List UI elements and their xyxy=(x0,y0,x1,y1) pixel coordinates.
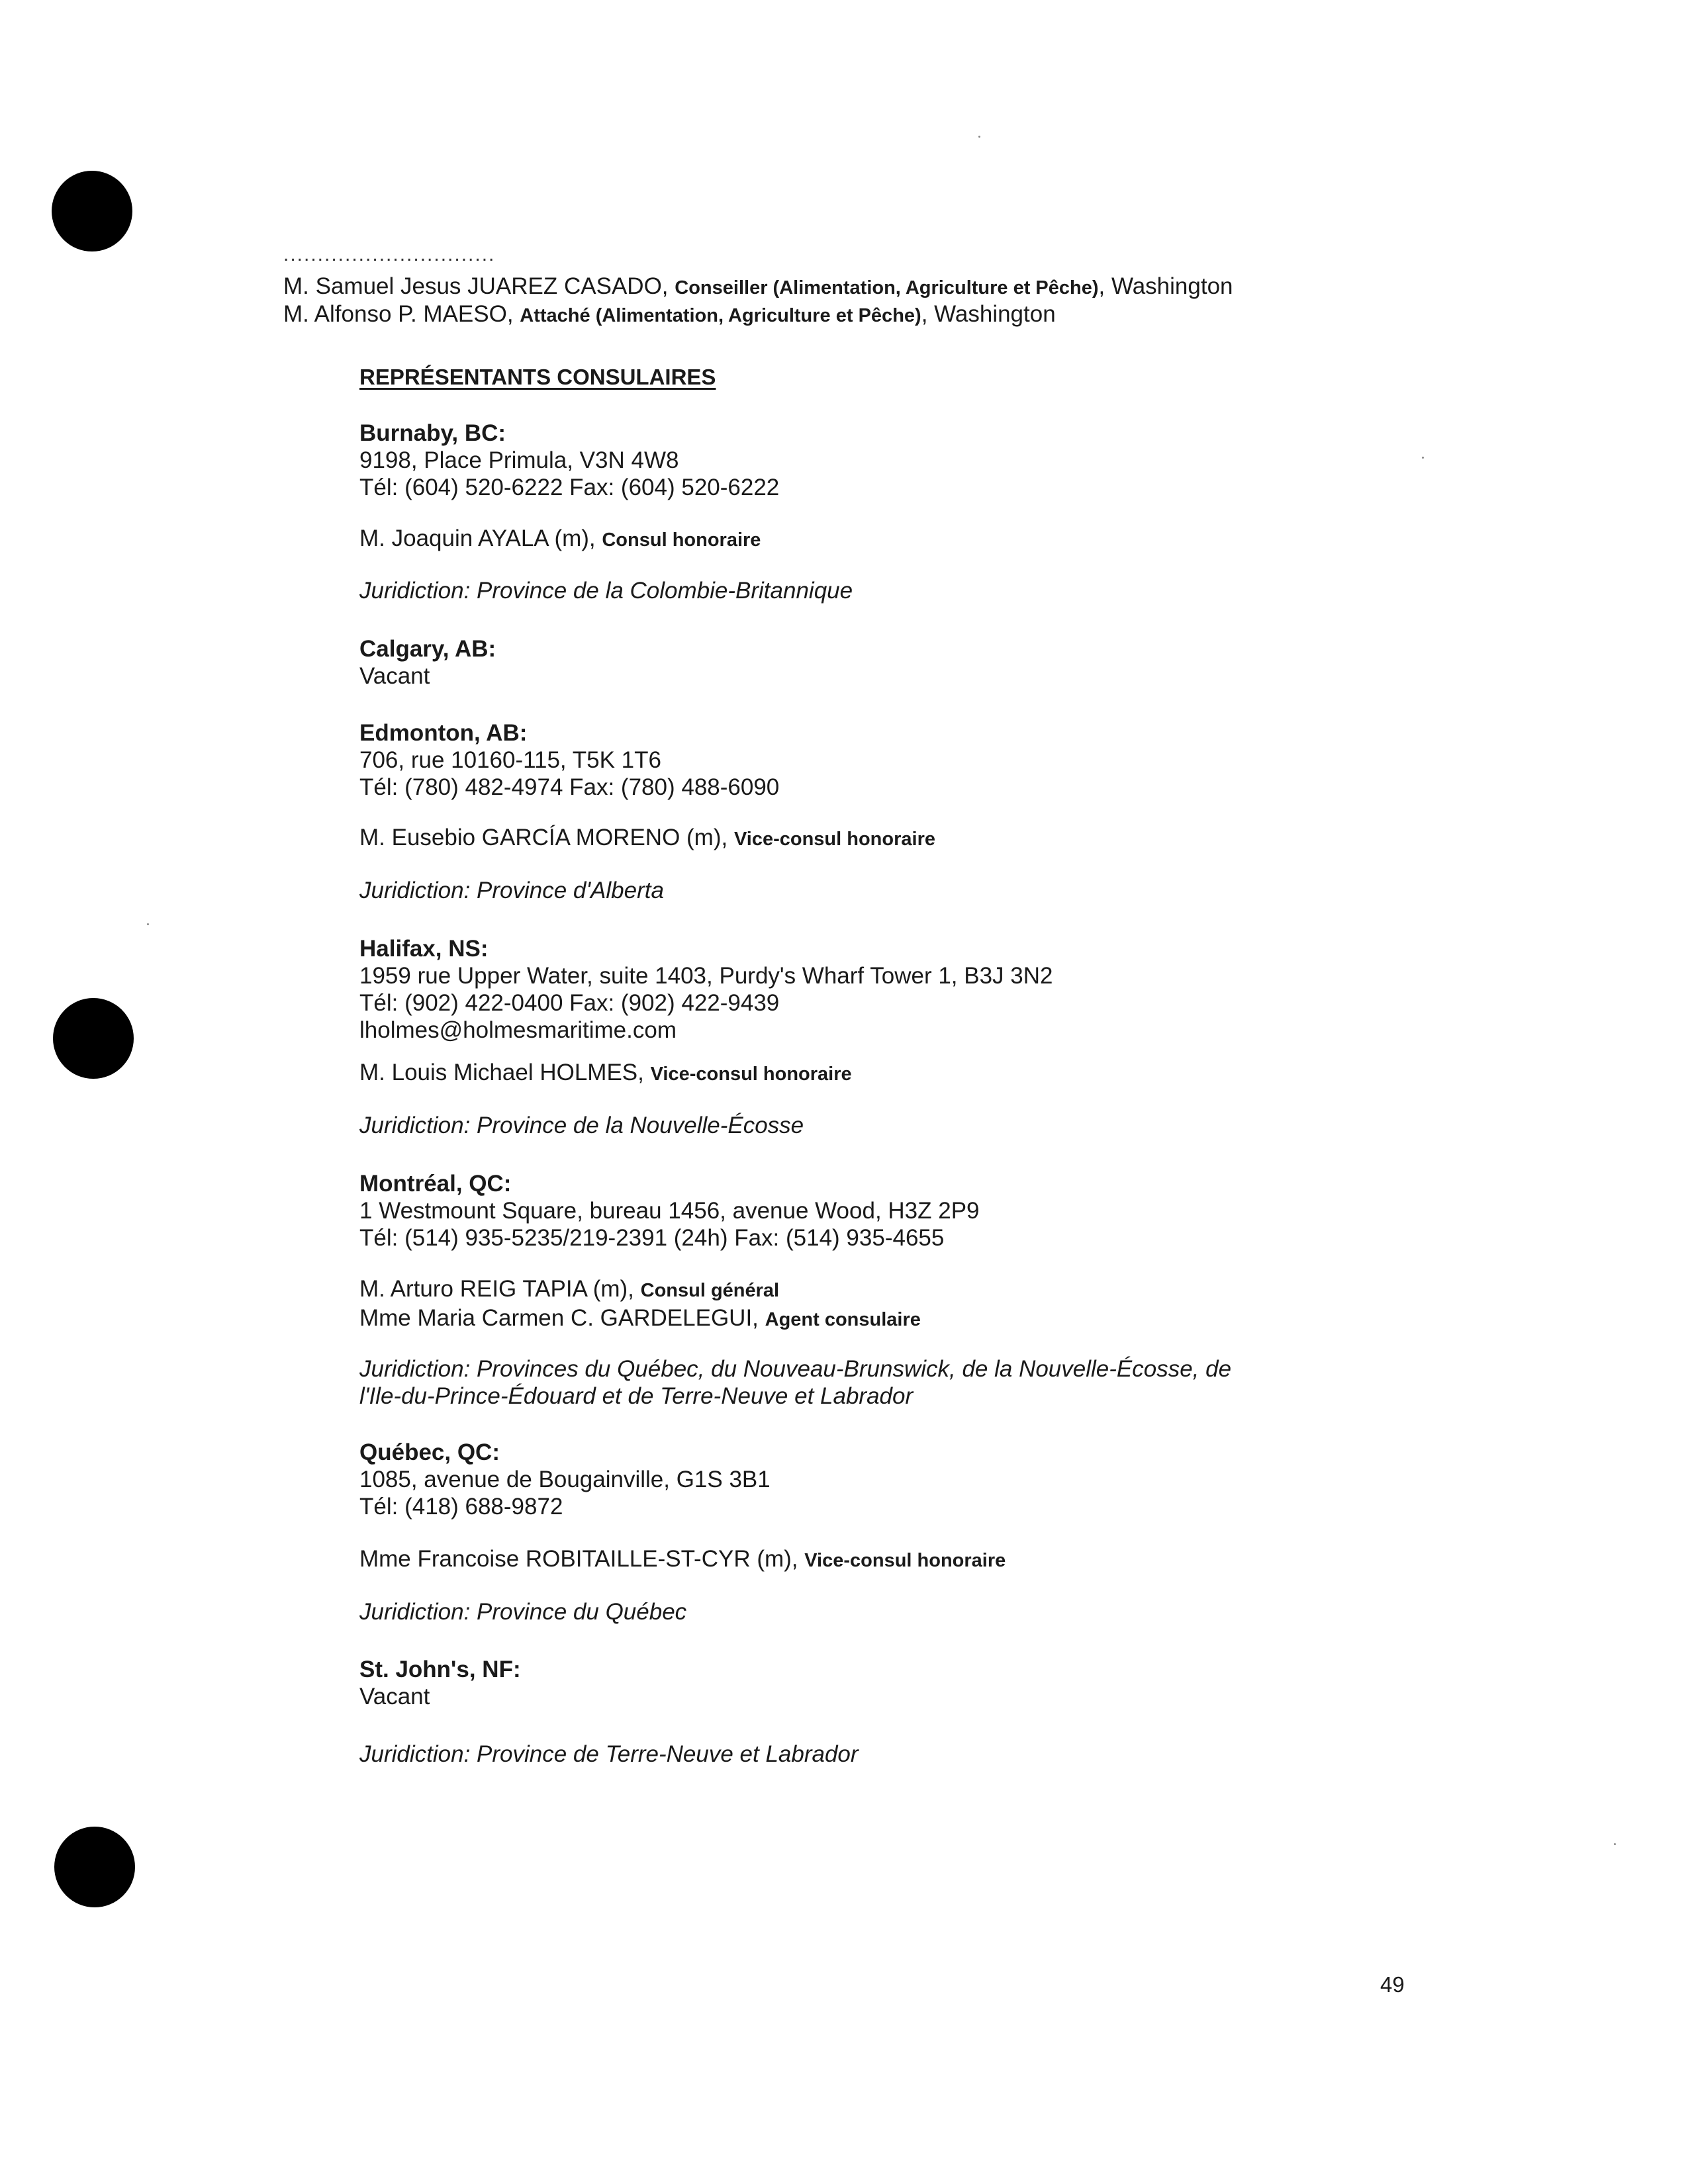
persons-montreal xyxy=(359,1275,1319,1334)
separator-dots: ............................... xyxy=(283,244,496,265)
punch-hole-bottom xyxy=(54,1827,135,1907)
address: 1959 rue Upper Water, suite 1403, Purdy's Wharf Tower 1, B3J 3N2 xyxy=(359,963,1053,989)
person-line xyxy=(359,1304,1319,1334)
person-burnaby xyxy=(359,525,1319,554)
city-heading: Calgary, AB: xyxy=(359,636,496,662)
person-quebec xyxy=(359,1545,1319,1574)
punch-hole-middle xyxy=(53,998,134,1079)
entry-calgary xyxy=(359,635,1319,690)
city-heading: Edmonton, AB: xyxy=(359,720,528,746)
phone: Tél: (780) 482-4974 Fax: (780) 488-6090 xyxy=(359,774,780,800)
city-heading: Halifax, NS: xyxy=(359,936,489,962)
staff-place: , Washington xyxy=(1098,273,1233,299)
city-heading: Québec, QC: xyxy=(359,1439,500,1465)
person-role: Vice-consul honoraire xyxy=(804,1550,1006,1571)
city-heading: Montréal, QC: xyxy=(359,1171,512,1197)
entry-burnaby xyxy=(359,420,1319,501)
jurisdiction-stjohns: Juridiction: Province de Terre-Neuve et Labrador xyxy=(359,1741,859,1767)
jurisdiction-montreal xyxy=(359,1355,1319,1410)
person-name: M. Joaquin AYALA (m), xyxy=(359,525,602,551)
person-halifax xyxy=(359,1059,1319,1088)
person-role: Consul général xyxy=(640,1280,780,1301)
staff-place: , Washington xyxy=(921,301,1056,327)
staff-line-1 xyxy=(283,273,1409,302)
person-name: M. Louis Michael HOLMES, xyxy=(359,1060,651,1085)
scan-speck xyxy=(147,923,149,925)
jurisdiction-burnaby: Juridiction: Province de la Colombie-Britannique xyxy=(359,578,853,604)
status: Vacant xyxy=(359,663,430,689)
person-name: Mme Francoise ROBITAILLE-ST-CYR (m), xyxy=(359,1546,805,1572)
person-role: Consul honoraire xyxy=(602,529,761,551)
phone: Tél: (604) 520-6222 Fax: (604) 520-6222 xyxy=(359,475,780,500)
staff-role: Conseiller (Alimentation, Agriculture et Pêche) xyxy=(675,277,1099,298)
scan-speck xyxy=(1614,1843,1616,1845)
person-role: Vice-consul honoraire xyxy=(733,829,935,850)
person-role: Vice-consul honoraire xyxy=(650,1064,852,1085)
city-heading: St. John's, NF: xyxy=(359,1657,521,1682)
entry-montreal xyxy=(359,1170,1319,1251)
phone: Tél: (902) 422-0400 Fax: (902) 422-9439 xyxy=(359,990,780,1016)
email: lholmes@holmesmaritime.com xyxy=(359,1017,677,1043)
entry-quebec xyxy=(359,1439,1319,1520)
status: Vacant xyxy=(359,1684,430,1709)
person-role: Agent consulaire xyxy=(765,1309,921,1330)
section-title: REPRÉSENTANTS CONSULAIRES xyxy=(359,365,716,389)
phone: Tél: (514) 935-5235/219-2391 (24h) Fax: (514) 935-4655 xyxy=(359,1225,945,1251)
phone: Tél: (418) 688-9872 xyxy=(359,1494,563,1520)
staff-name: M. Samuel Jesus JUAREZ CASADO, xyxy=(283,273,675,299)
staff-name: M. Alfonso P. MAESO, xyxy=(283,301,520,327)
punch-hole-top xyxy=(52,171,132,251)
jurisdiction-edmonton: Juridiction: Province d'Alberta xyxy=(359,878,664,903)
entry-halifax xyxy=(359,935,1319,1044)
jurisdiction-line: l'Ile-du-Prince-Édouard et de Terre-Neuve et Labrador xyxy=(359,1383,914,1409)
address: 1085, avenue de Bougainville, G1S 3B1 xyxy=(359,1467,771,1492)
jurisdiction-halifax: Juridiction: Province de la Nouvelle-Écosse xyxy=(359,1113,804,1138)
person-line xyxy=(359,1275,1319,1304)
address: 1 Westmount Square, bureau 1456, avenue Wood, H3Z 2P9 xyxy=(359,1198,980,1224)
address: 706, rue 10160-115, T5K 1T6 xyxy=(359,747,661,773)
staff-line-2 xyxy=(283,300,1409,330)
person-name: M. Eusebio GARCÍA MORENO (m), xyxy=(359,825,734,850)
scan-speck xyxy=(1422,457,1424,459)
person-name: Mme Maria Carmen C. GARDELEGUI, xyxy=(359,1305,765,1331)
person-edmonton xyxy=(359,824,1319,853)
city-heading: Burnaby, BC: xyxy=(359,420,506,446)
jurisdiction-quebec: Juridiction: Province du Québec xyxy=(359,1599,687,1625)
entry-edmonton xyxy=(359,719,1319,801)
page-number: 49 xyxy=(1380,1972,1405,1997)
address: 9198, Place Primula, V3N 4W8 xyxy=(359,447,679,473)
jurisdiction-line: Juridiction: Provinces du Québec, du Nouveau-Brunswick, de la Nouvelle-Écosse, de xyxy=(359,1356,1232,1382)
staff-role: Attaché (Alimentation, Agriculture et Pêche) xyxy=(520,305,921,326)
entry-stjohns xyxy=(359,1656,1319,1710)
scan-speck xyxy=(978,136,980,138)
person-name: M. Arturo REIG TAPIA (m), xyxy=(359,1276,641,1302)
